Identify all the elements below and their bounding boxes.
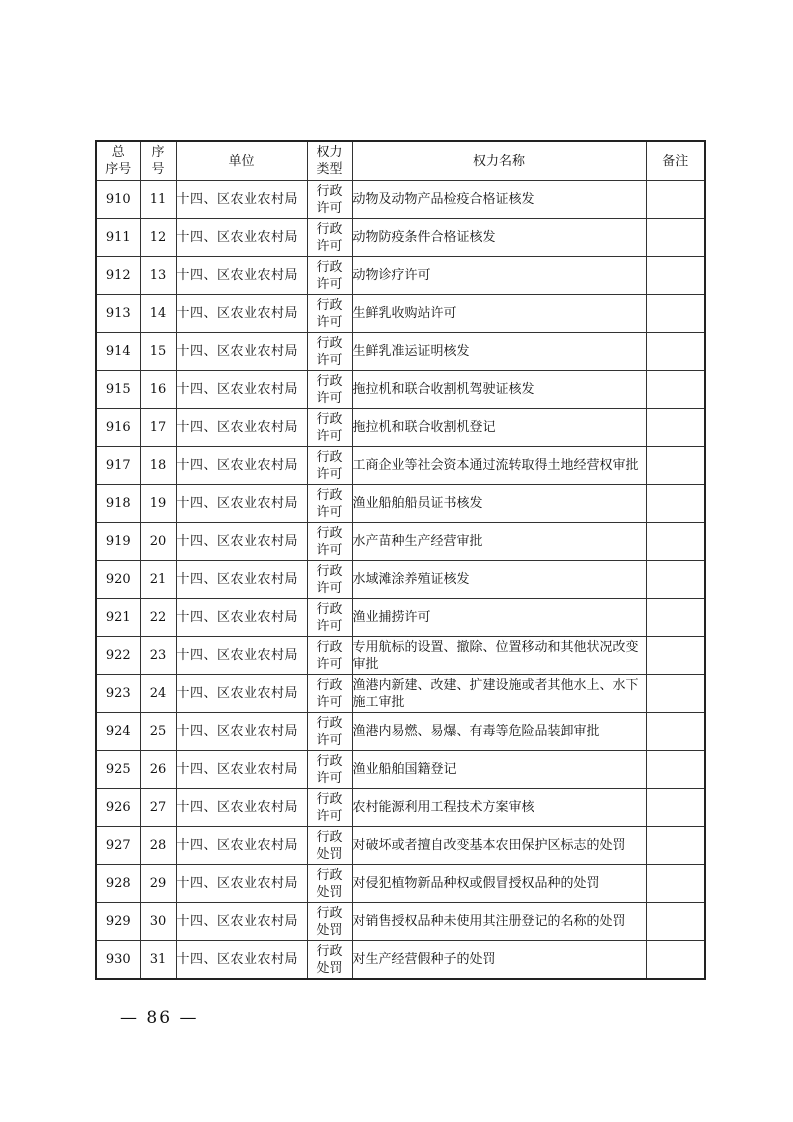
table-row [96, 561, 705, 599]
table-row [96, 675, 705, 713]
total-number-cell: 925 [96, 751, 140, 789]
sequence-cell: 30 [140, 903, 176, 941]
remark-cell [646, 219, 705, 257]
total-number-cell: 929 [96, 903, 140, 941]
unit-cell: 十四、区农业农村局 [176, 751, 307, 789]
power-name-cell: 农村能源利用工程技术方案审核 [352, 789, 646, 827]
table-row [96, 295, 705, 333]
power-name-cell: 渔港内新建、改建、扩建设施或者其他水上、水下施工审批 [352, 675, 646, 713]
table-row [96, 447, 705, 485]
table-row [96, 523, 705, 561]
power-type-cell: 行政 许可 [307, 447, 352, 485]
power-name-cell: 拖拉机和联合收割机驾驶证核发 [352, 371, 646, 409]
unit-cell: 十四、区农业农村局 [176, 941, 307, 980]
power-name-cell: 对销售授权品种未使用其注册登记的名称的处罚 [352, 903, 646, 941]
remark-cell [646, 599, 705, 637]
remark-cell [646, 409, 705, 447]
power-list-table [95, 140, 706, 980]
total-number-cell: 918 [96, 485, 140, 523]
power-type-cell: 行政 许可 [307, 637, 352, 675]
sequence-cell: 25 [140, 713, 176, 751]
total-number-cell: 926 [96, 789, 140, 827]
table-header-row [96, 141, 705, 181]
header-remark: 备注 [646, 141, 705, 181]
remark-cell [646, 257, 705, 295]
total-number-cell: 917 [96, 447, 140, 485]
power-type-cell: 行政 许可 [307, 409, 352, 447]
sequence-cell: 29 [140, 865, 176, 903]
power-type-cell: 行政 许可 [307, 485, 352, 523]
remark-cell [646, 675, 705, 713]
total-number-cell: 921 [96, 599, 140, 637]
unit-cell: 十四、区农业农村局 [176, 181, 307, 219]
power-name-cell: 水产苗种生产经营审批 [352, 523, 646, 561]
sequence-cell: 12 [140, 219, 176, 257]
power-name-cell: 渔港内易燃、易爆、有毒等危险品装卸审批 [352, 713, 646, 751]
power-name-cell: 生鲜乳准运证明核发 [352, 333, 646, 371]
unit-cell: 十四、区农业农村局 [176, 599, 307, 637]
sequence-cell: 26 [140, 751, 176, 789]
power-name-cell: 动物及动物产品检疫合格证核发 [352, 181, 646, 219]
header-unit: 单位 [176, 141, 307, 181]
power-name-cell: 专用航标的设置、撤除、位置移动和其他状况改变审批 [352, 637, 646, 675]
table-row [96, 257, 705, 295]
unit-cell: 十四、区农业农村局 [176, 409, 307, 447]
power-type-cell: 行政 许可 [307, 257, 352, 295]
unit-cell: 十四、区农业农村局 [176, 257, 307, 295]
total-number-cell: 920 [96, 561, 140, 599]
power-name-cell: 动物诊疗许可 [352, 257, 646, 295]
table-row [96, 827, 705, 865]
power-name-cell: 水域滩涂养殖证核发 [352, 561, 646, 599]
power-name-cell: 拖拉机和联合收割机登记 [352, 409, 646, 447]
sequence-cell: 14 [140, 295, 176, 333]
power-type-cell: 行政 许可 [307, 751, 352, 789]
remark-cell [646, 903, 705, 941]
remark-cell [646, 561, 705, 599]
sequence-cell: 20 [140, 523, 176, 561]
power-name-cell: 渔业捕捞许可 [352, 599, 646, 637]
unit-cell: 十四、区农业农村局 [176, 789, 307, 827]
total-number-cell: 922 [96, 637, 140, 675]
table-row [96, 485, 705, 523]
power-type-cell: 行政 许可 [307, 181, 352, 219]
header-total-number: 总 序号 [96, 141, 140, 181]
header-power-name: 权力名称 [352, 141, 646, 181]
total-number-cell: 913 [96, 295, 140, 333]
unit-cell: 十四、区农业农村局 [176, 485, 307, 523]
unit-cell: 十四、区农业农村局 [176, 447, 307, 485]
sequence-cell: 16 [140, 371, 176, 409]
unit-cell: 十四、区农业农村局 [176, 561, 307, 599]
total-number-cell: 916 [96, 409, 140, 447]
sequence-cell: 27 [140, 789, 176, 827]
power-type-cell: 行政 处罚 [307, 903, 352, 941]
unit-cell: 十四、区农业农村局 [176, 219, 307, 257]
remark-cell [646, 637, 705, 675]
total-number-cell: 915 [96, 371, 140, 409]
remark-cell [646, 865, 705, 903]
power-name-cell: 工商企业等社会资本通过流转取得土地经营权审批 [352, 447, 646, 485]
sequence-cell: 21 [140, 561, 176, 599]
power-type-cell: 行政 处罚 [307, 941, 352, 980]
header-power-type: 权力 类型 [307, 141, 352, 181]
power-name-cell: 对破坏或者擅自改变基本农田保护区标志的处罚 [352, 827, 646, 865]
power-type-cell: 行政 许可 [307, 371, 352, 409]
total-number-cell: 928 [96, 865, 140, 903]
remark-cell [646, 789, 705, 827]
sequence-cell: 22 [140, 599, 176, 637]
total-number-cell: 914 [96, 333, 140, 371]
unit-cell: 十四、区农业农村局 [176, 333, 307, 371]
power-type-cell: 行政 许可 [307, 789, 352, 827]
sequence-cell: 18 [140, 447, 176, 485]
power-type-cell: 行政 许可 [307, 675, 352, 713]
remark-cell [646, 751, 705, 789]
table-row [96, 181, 705, 219]
table-row [96, 409, 705, 447]
table-row [96, 751, 705, 789]
total-number-cell: 930 [96, 941, 140, 980]
power-type-cell: 行政 许可 [307, 219, 352, 257]
table-row [96, 219, 705, 257]
power-type-cell: 行政 许可 [307, 561, 352, 599]
power-name-cell: 渔业船舶国籍登记 [352, 751, 646, 789]
sequence-cell: 19 [140, 485, 176, 523]
power-name-cell: 对生产经营假种子的处罚 [352, 941, 646, 980]
total-number-cell: 919 [96, 523, 140, 561]
table-row [96, 371, 705, 409]
unit-cell: 十四、区农业农村局 [176, 827, 307, 865]
sequence-cell: 13 [140, 257, 176, 295]
sequence-cell: 24 [140, 675, 176, 713]
power-name-cell: 渔业船舶船员证书核发 [352, 485, 646, 523]
sequence-cell: 31 [140, 941, 176, 980]
remark-cell [646, 181, 705, 219]
table-row [96, 637, 705, 675]
sequence-cell: 17 [140, 409, 176, 447]
remark-cell [646, 523, 705, 561]
unit-cell: 十四、区农业农村局 [176, 371, 307, 409]
total-number-cell: 910 [96, 181, 140, 219]
unit-cell: 十四、区农业农村局 [176, 903, 307, 941]
power-name-cell: 动物防疫条件合格证核发 [352, 219, 646, 257]
unit-cell: 十四、区农业农村局 [176, 637, 307, 675]
remark-cell [646, 485, 705, 523]
table-row [96, 941, 705, 980]
table-row [96, 713, 705, 751]
power-type-cell: 行政 许可 [307, 333, 352, 371]
unit-cell: 十四、区农业农村局 [176, 523, 307, 561]
unit-cell: 十四、区农业农村局 [176, 865, 307, 903]
remark-cell [646, 713, 705, 751]
table-row [96, 599, 705, 637]
sequence-cell: 23 [140, 637, 176, 675]
power-type-cell: 行政 许可 [307, 523, 352, 561]
page-number: — 86 — [120, 1008, 199, 1028]
total-number-cell: 924 [96, 713, 140, 751]
table-row [96, 333, 705, 371]
total-number-cell: 923 [96, 675, 140, 713]
power-name-cell: 生鲜乳收购站许可 [352, 295, 646, 333]
total-number-cell: 911 [96, 219, 140, 257]
unit-cell: 十四、区农业农村局 [176, 675, 307, 713]
power-type-cell: 行政 许可 [307, 599, 352, 637]
remark-cell [646, 447, 705, 485]
remark-cell [646, 295, 705, 333]
power-type-cell: 行政 处罚 [307, 865, 352, 903]
sequence-cell: 28 [140, 827, 176, 865]
table-row [96, 789, 705, 827]
sequence-cell: 11 [140, 181, 176, 219]
total-number-cell: 927 [96, 827, 140, 865]
remark-cell [646, 371, 705, 409]
total-number-cell: 912 [96, 257, 140, 295]
power-type-cell: 行政 许可 [307, 295, 352, 333]
sequence-cell: 15 [140, 333, 176, 371]
unit-cell: 十四、区农业农村局 [176, 295, 307, 333]
power-type-cell: 行政 许可 [307, 713, 352, 751]
table-row [96, 865, 705, 903]
power-name-cell: 对侵犯植物新品种权或假冒授权品种的处罚 [352, 865, 646, 903]
table-row [96, 903, 705, 941]
power-type-cell: 行政 处罚 [307, 827, 352, 865]
remark-cell [646, 827, 705, 865]
table-body [96, 181, 705, 980]
unit-cell: 十四、区农业农村局 [176, 713, 307, 751]
header-sequence: 序 号 [140, 141, 176, 181]
remark-cell [646, 333, 705, 371]
remark-cell [646, 941, 705, 980]
